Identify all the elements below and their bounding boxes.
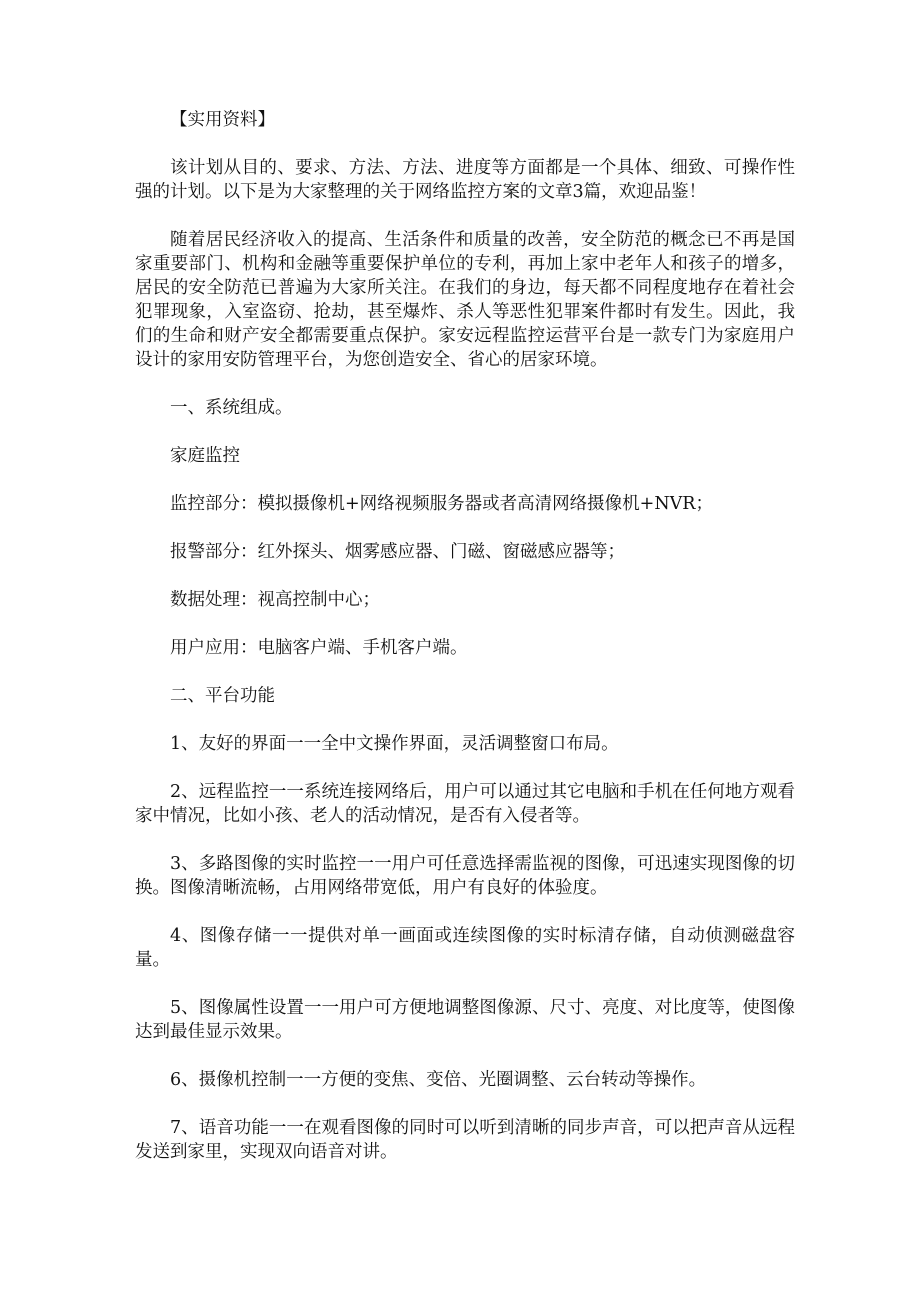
section-title-system-composition: 一、系统组成。 [170, 398, 293, 418]
component-item: 用户应用：电脑客户端、手机客户端。 [170, 638, 468, 658]
component-item: 数据处理：视高控制中心； [170, 590, 380, 610]
feature-item: 6、摄像机控制一一方便的变焦、变倍、光圈调整、云台转动等操作。 [170, 1070, 707, 1090]
feature-item: 5、图像属性设置一一用户可方便地调整图像源、尺寸、亮度、对比度等，使图像达到最佳显示效果。 [135, 998, 795, 1042]
home-monitor-heading: 家庭监控 [170, 446, 240, 466]
component-item: 监控部分：模拟摄像机+网络视频服务器或者高清网络摄像机+NVR； [170, 494, 713, 514]
feature-item: 3、多路图像的实时监控一一用户可任意选择需监视的图像，可迅速实现图像的切换。图像清晰流畅，占用网络带宽低，用户有良好的体验度。 [135, 854, 795, 898]
feature-item: 2、远程监控一一系统连接网络后，用户可以通过其它电脑和手机在任何地方观看家中情况，比如小孩、老人的活动情况，是否有入侵者等。 [135, 782, 795, 826]
background-paragraph: 随着居民经济收入的提高、生活条件和质量的改善，安全防范的概念已不再是国家重要部门、机构和金融等重要保护单位的专利，再加上家中老年人和孩子的增多，居民的安全防范已普遍为大家所关注。在我们的身边，每天都不同程度地存在着社会犯罪现象，入室盗窃、抢劫，甚至爆炸、杀人等恶性犯罪案件都时有发生。因此，我们的生命和财产安全都需要重点保护。家安远程监控运营平台是一款专门为家庭用户设计的家用安防管理平台，为您创造安全、省心的居家环境。 [135, 230, 795, 370]
component-item: 报警部分：红外探头、烟雾感应器、门磁、窗磁感应器等； [170, 542, 625, 562]
intro-paragraph: 该计划从目的、要求、方法、方法、进度等方面都是一个具体、细致、可操作性强的计划。以下是为大家整理的关于网络监控方案的文章3篇，欢迎品鉴！ [135, 158, 795, 202]
document-label: 【实用资料】 [170, 110, 275, 130]
section-title-platform-features: 二、平台功能 [170, 686, 275, 706]
feature-item: 7、语音功能一一在观看图像的同时可以听到清晰的同步声音，可以把声音从远程发送到家里，实现双向语音对讲。 [135, 1118, 795, 1162]
feature-item: 4、图像存储一一提供对单一画面或连续图像的实时标清存储，自动侦测磁盘容量。 [135, 926, 795, 970]
document-body [135, 108, 795, 1188]
feature-item: 1、友好的界面一一全中文操作界面，灵活调整窗口布局。 [170, 734, 619, 754]
